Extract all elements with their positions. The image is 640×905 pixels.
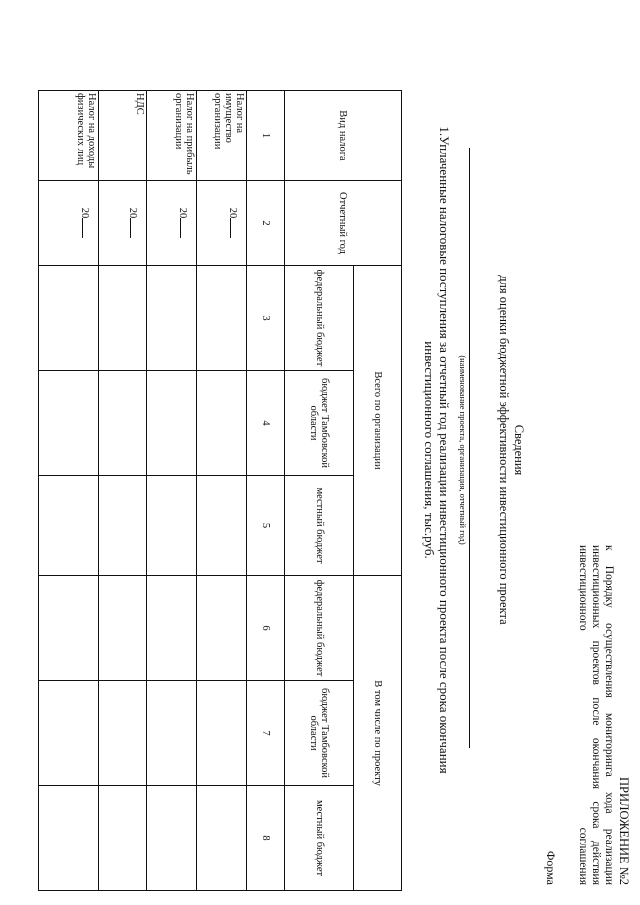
value-cell [196,681,246,786]
document-subtitle: для оценки бюджетной эффективности инвестиционного проекта [497,275,511,625]
header-project: В том числе по проекту [354,576,402,891]
value-cell [196,371,246,476]
value-cell [98,576,146,681]
tax-table [38,90,402,891]
column-number: 5 [246,476,284,576]
value-cell [146,786,196,891]
appendix-block [576,545,630,885]
value-cell [98,681,146,786]
form-label: Форма [544,850,558,885]
period-cell [39,181,99,266]
section-heading: 1.Уплаченные налоговые поступления за отчетный год реализации инвестиционного проекта после срока окончания инвестиционного соглашения, тыс.руб. [422,126,452,774]
period-cell [98,181,146,266]
column-number: 3 [246,266,284,371]
column-number: 7 [246,681,284,786]
header-tax-type: Вид налога [285,91,402,181]
value-cell [146,681,196,786]
tax-name-cell: Налог на имущество организации [196,91,246,181]
period-cell [196,181,246,266]
column-number: 4 [246,371,284,476]
appendix-text: к Порядку осуществления мониторинга хода реализации инвестиционных проектов после окончания срока действия инвестиционного соглашения [577,545,615,885]
header-project-federal: федеральный бюджет [285,576,354,681]
value-cell [39,576,99,681]
project-name-line [469,148,470,748]
tax-name-cell: Налог на доходы физических лиц [39,91,99,181]
value-cell [98,476,146,576]
appendix-title: ПРИЛОЖЕНИЕ №2 [617,776,631,885]
table-row [196,91,246,891]
value-cell [196,266,246,371]
year-blank [130,218,140,238]
year-prefix: 20 [126,207,138,219]
value-cell [39,476,99,576]
value-cell [39,786,99,891]
table-row [39,91,99,891]
column-number: 6 [246,576,284,681]
table-row [98,91,146,891]
year-blank [82,218,92,238]
header-period: Отчетный год [285,181,402,266]
document-title: Сведения [512,424,526,476]
header-org-local: местный бюджет [285,476,354,576]
period-cell [146,181,196,266]
year-blank [180,218,190,238]
header-project-regional: бюджет Тамбовской области [285,681,354,786]
value-cell [39,266,99,371]
value-cell [196,576,246,681]
value-cell [146,476,196,576]
header-org-federal: федеральный бюджет [285,266,354,371]
header-org-total: Всего по организации [354,266,402,576]
value-cell [98,266,146,371]
column-number: 1 [246,91,284,181]
column-number: 2 [246,181,284,266]
year-blank [230,218,240,238]
year-prefix: 20 [78,207,90,219]
column-number: 8 [246,786,284,891]
tax-name-cell: НДС [98,91,146,181]
value-cell [196,476,246,576]
value-cell [146,266,196,371]
table-row [146,91,196,891]
value-cell [146,371,196,476]
header-project-local: местный бюджет [285,786,354,891]
header-org-regional: бюджет Тамбовской области [285,371,354,476]
value-cell [196,786,246,891]
value-cell [39,681,99,786]
tax-name-cell: Налог на прибыль организации [146,91,196,181]
value-cell [98,786,146,891]
column-number-row [246,91,284,891]
project-name-hint: (наименование проекта, организация, отчетный год) [458,355,468,545]
value-cell [146,576,196,681]
year-prefix: 20 [176,207,188,219]
value-cell [98,371,146,476]
year-prefix: 20 [226,207,238,219]
value-cell [39,371,99,476]
